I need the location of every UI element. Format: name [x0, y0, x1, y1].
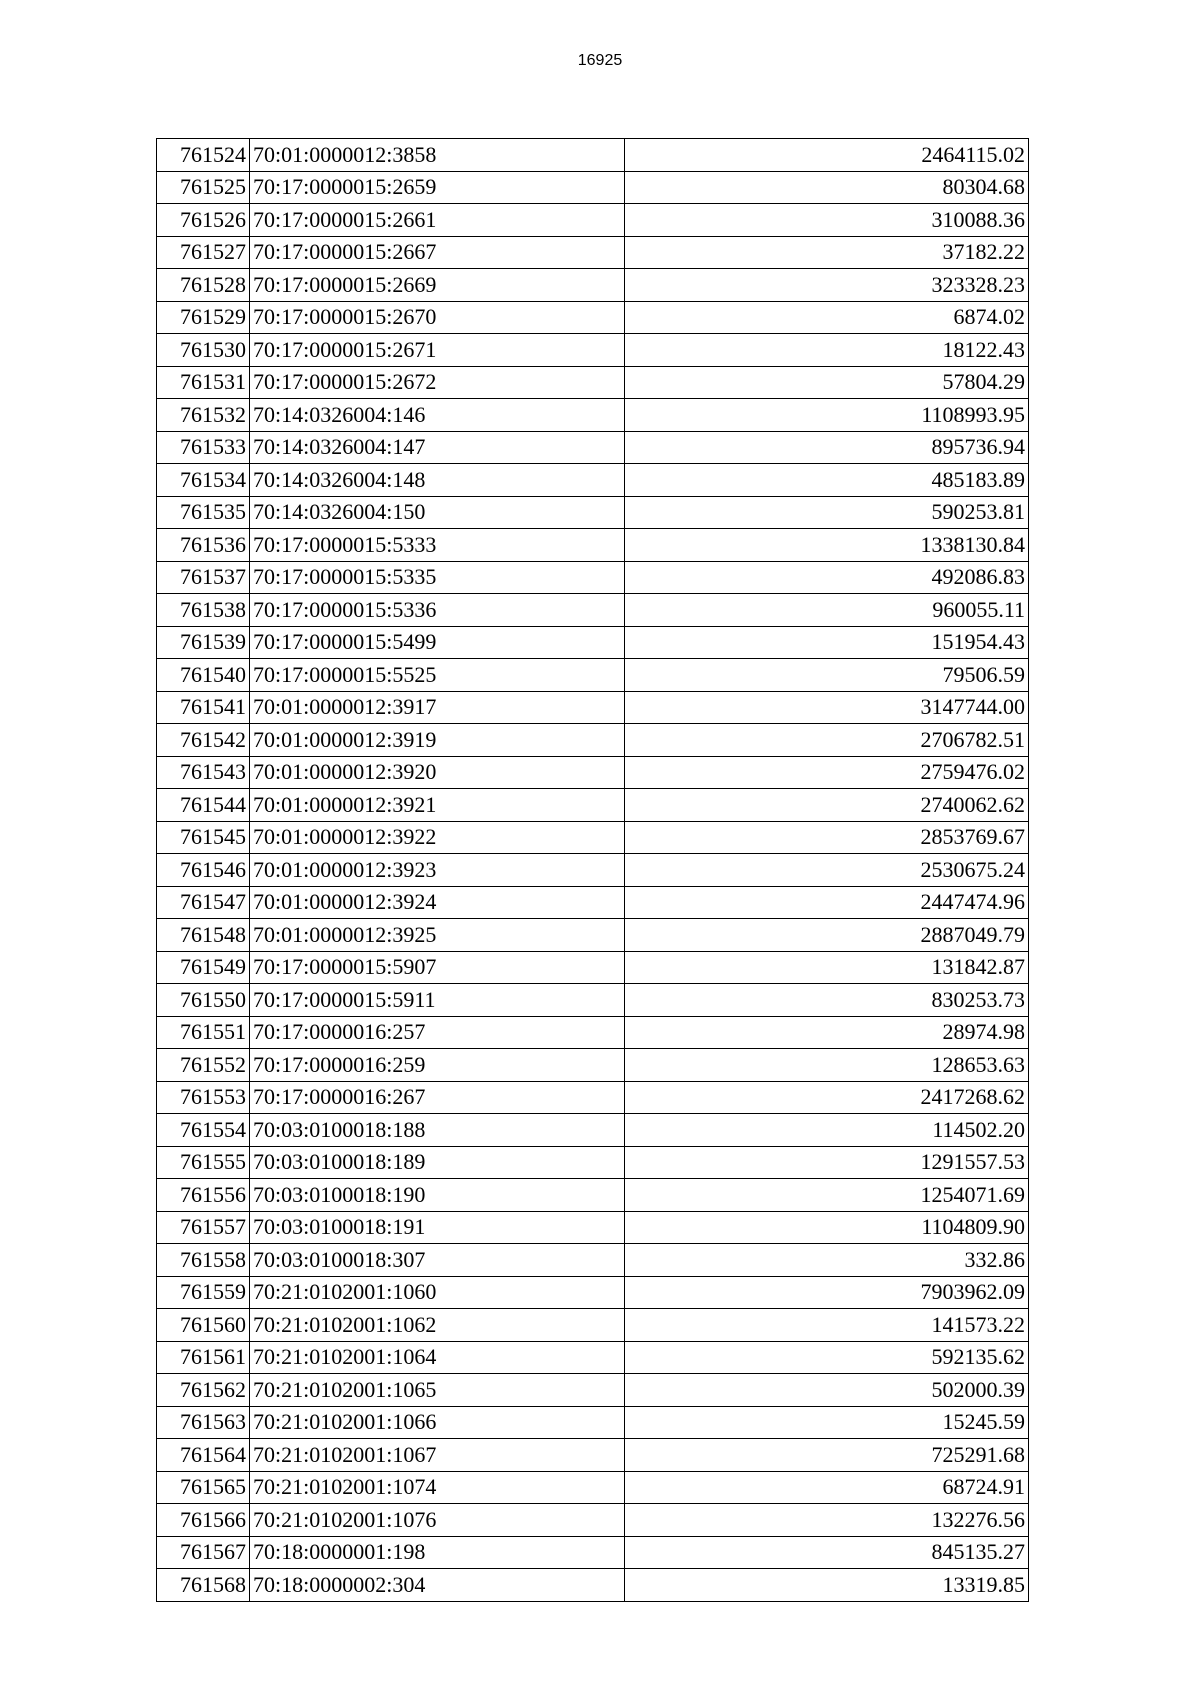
table-row — [157, 659, 1029, 692]
cadastral-number-cell: 70:01:0000012:3919 — [250, 724, 625, 757]
table-row — [157, 561, 1029, 594]
table-row — [157, 366, 1029, 399]
table-row — [157, 1016, 1029, 1049]
registry-table — [156, 138, 1029, 1602]
row-id-cell: 761529 — [157, 301, 250, 334]
table-row — [157, 1211, 1029, 1244]
value-cell: 895736.94 — [625, 431, 1029, 464]
row-id-cell: 761554 — [157, 1114, 250, 1147]
table-row — [157, 171, 1029, 204]
cadastral-number-cell: 70:17:0000015:2661 — [250, 204, 625, 237]
row-id-cell: 761559 — [157, 1276, 250, 1309]
row-id-cell: 761550 — [157, 984, 250, 1017]
value-cell: 151954.43 — [625, 626, 1029, 659]
table-row — [157, 756, 1029, 789]
row-id-cell: 761540 — [157, 659, 250, 692]
value-cell: 131842.87 — [625, 951, 1029, 984]
row-id-cell: 761527 — [157, 236, 250, 269]
value-cell: 2740062.62 — [625, 789, 1029, 822]
table-row — [157, 269, 1029, 302]
table-row — [157, 1536, 1029, 1569]
table-row — [157, 334, 1029, 367]
table-row — [157, 1406, 1029, 1439]
value-cell: 114502.20 — [625, 1114, 1029, 1147]
cadastral-number-cell: 70:21:0102001:1064 — [250, 1341, 625, 1374]
table-row — [157, 1081, 1029, 1114]
row-id-cell: 761538 — [157, 594, 250, 627]
value-cell: 1108993.95 — [625, 399, 1029, 432]
table-row — [157, 431, 1029, 464]
cadastral-number-cell: 70:14:0326004:146 — [250, 399, 625, 432]
value-cell: 3147744.00 — [625, 691, 1029, 724]
table-row — [157, 1309, 1029, 1342]
cadastral-number-cell: 70:17:0000015:2671 — [250, 334, 625, 367]
value-cell: 15245.59 — [625, 1406, 1029, 1439]
table-row — [157, 1179, 1029, 1212]
row-id-cell: 761568 — [157, 1569, 250, 1602]
value-cell: 7903962.09 — [625, 1276, 1029, 1309]
cadastral-number-cell: 70:17:0000015:5911 — [250, 984, 625, 1017]
cadastral-number-cell: 70:17:0000015:2672 — [250, 366, 625, 399]
row-id-cell: 761547 — [157, 886, 250, 919]
table-row — [157, 626, 1029, 659]
row-id-cell: 761551 — [157, 1016, 250, 1049]
cadastral-number-cell: 70:01:0000012:3858 — [250, 139, 625, 172]
row-id-cell: 761552 — [157, 1049, 250, 1082]
cadastral-number-cell: 70:01:0000012:3922 — [250, 821, 625, 854]
table-row — [157, 236, 1029, 269]
table-row — [157, 464, 1029, 497]
cadastral-number-cell: 70:17:0000015:5907 — [250, 951, 625, 984]
cadastral-number-cell: 70:01:0000012:3917 — [250, 691, 625, 724]
row-id-cell: 761560 — [157, 1309, 250, 1342]
table-row — [157, 854, 1029, 887]
cadastral-number-cell: 70:17:0000015:2659 — [250, 171, 625, 204]
row-id-cell: 761546 — [157, 854, 250, 887]
cadastral-number-cell: 70:03:0100018:188 — [250, 1114, 625, 1147]
cadastral-number-cell: 70:17:0000015:2670 — [250, 301, 625, 334]
row-id-cell: 761562 — [157, 1374, 250, 1407]
value-cell: 1338130.84 — [625, 529, 1029, 562]
table-row — [157, 1341, 1029, 1374]
cadastral-number-cell: 70:17:0000016:257 — [250, 1016, 625, 1049]
value-cell: 332.86 — [625, 1244, 1029, 1277]
row-id-cell: 761545 — [157, 821, 250, 854]
cadastral-number-cell: 70:14:0326004:150 — [250, 496, 625, 529]
row-id-cell: 761524 — [157, 139, 250, 172]
row-id-cell: 761553 — [157, 1081, 250, 1114]
cadastral-number-cell: 70:21:0102001:1060 — [250, 1276, 625, 1309]
table-row — [157, 594, 1029, 627]
cadastral-number-cell: 70:21:0102001:1074 — [250, 1471, 625, 1504]
cadastral-number-cell: 70:17:0000015:2667 — [250, 236, 625, 269]
value-cell: 37182.22 — [625, 236, 1029, 269]
row-id-cell: 761544 — [157, 789, 250, 822]
value-cell: 132276.56 — [625, 1504, 1029, 1537]
row-id-cell: 761541 — [157, 691, 250, 724]
row-id-cell: 761557 — [157, 1211, 250, 1244]
value-cell: 2759476.02 — [625, 756, 1029, 789]
row-id-cell: 761561 — [157, 1341, 250, 1374]
table-row — [157, 821, 1029, 854]
cadastral-number-cell: 70:17:0000016:259 — [250, 1049, 625, 1082]
cadastral-number-cell: 70:01:0000012:3920 — [250, 756, 625, 789]
value-cell: 18122.43 — [625, 334, 1029, 367]
table-row — [157, 919, 1029, 952]
table-row — [157, 1569, 1029, 1602]
row-id-cell: 761526 — [157, 204, 250, 237]
cadastral-number-cell: 70:01:0000012:3924 — [250, 886, 625, 919]
row-id-cell: 761542 — [157, 724, 250, 757]
row-id-cell: 761533 — [157, 431, 250, 464]
row-id-cell: 761535 — [157, 496, 250, 529]
table-row — [157, 789, 1029, 822]
value-cell: 502000.39 — [625, 1374, 1029, 1407]
cadastral-number-cell: 70:14:0326004:147 — [250, 431, 625, 464]
value-cell: 1104809.90 — [625, 1211, 1029, 1244]
value-cell: 2706782.51 — [625, 724, 1029, 757]
table-row — [157, 1439, 1029, 1472]
table-row — [157, 399, 1029, 432]
table-row — [157, 724, 1029, 757]
cadastral-number-cell: 70:03:0100018:191 — [250, 1211, 625, 1244]
cadastral-number-cell: 70:01:0000012:3923 — [250, 854, 625, 887]
cadastral-number-cell: 70:01:0000012:3925 — [250, 919, 625, 952]
registry-table-body — [157, 139, 1029, 1602]
row-id-cell: 761548 — [157, 919, 250, 952]
table-row — [157, 1374, 1029, 1407]
row-id-cell: 761566 — [157, 1504, 250, 1537]
cadastral-number-cell: 70:17:0000015:5336 — [250, 594, 625, 627]
value-cell: 68724.91 — [625, 1471, 1029, 1504]
table-row — [157, 529, 1029, 562]
cadastral-number-cell: 70:17:0000015:5525 — [250, 659, 625, 692]
value-cell: 2530675.24 — [625, 854, 1029, 887]
value-cell: 830253.73 — [625, 984, 1029, 1017]
value-cell: 310088.36 — [625, 204, 1029, 237]
cadastral-number-cell: 70:17:0000015:5499 — [250, 626, 625, 659]
value-cell: 845135.27 — [625, 1536, 1029, 1569]
value-cell: 1291557.53 — [625, 1146, 1029, 1179]
cadastral-number-cell: 70:21:0102001:1065 — [250, 1374, 625, 1407]
row-id-cell: 761528 — [157, 269, 250, 302]
row-id-cell: 761530 — [157, 334, 250, 367]
cadastral-number-cell: 70:18:0000001:198 — [250, 1536, 625, 1569]
cadastral-number-cell: 70:03:0100018:307 — [250, 1244, 625, 1277]
value-cell: 2417268.62 — [625, 1081, 1029, 1114]
cadastral-number-cell: 70:17:0000016:267 — [250, 1081, 625, 1114]
table-row — [157, 1244, 1029, 1277]
value-cell: 128653.63 — [625, 1049, 1029, 1082]
table-row — [157, 301, 1029, 334]
table-row — [157, 1146, 1029, 1179]
row-id-cell: 761543 — [157, 756, 250, 789]
row-id-cell: 761537 — [157, 561, 250, 594]
value-cell: 592135.62 — [625, 1341, 1029, 1374]
value-cell: 80304.68 — [625, 171, 1029, 204]
cadastral-number-cell: 70:14:0326004:148 — [250, 464, 625, 497]
row-id-cell: 761536 — [157, 529, 250, 562]
row-id-cell: 761558 — [157, 1244, 250, 1277]
row-id-cell: 761549 — [157, 951, 250, 984]
row-id-cell: 761564 — [157, 1439, 250, 1472]
value-cell: 1254071.69 — [625, 1179, 1029, 1212]
table-row — [157, 139, 1029, 172]
cadastral-number-cell: 70:17:0000015:5333 — [250, 529, 625, 562]
value-cell: 725291.68 — [625, 1439, 1029, 1472]
row-id-cell: 761539 — [157, 626, 250, 659]
cadastral-number-cell: 70:21:0102001:1067 — [250, 1439, 625, 1472]
table-row — [157, 691, 1029, 724]
cadastral-number-cell: 70:18:0000002:304 — [250, 1569, 625, 1602]
page-number: 16925 — [577, 52, 623, 69]
cadastral-number-cell: 70:01:0000012:3921 — [250, 789, 625, 822]
table-row — [157, 496, 1029, 529]
value-cell: 141573.22 — [625, 1309, 1029, 1342]
row-id-cell: 761531 — [157, 366, 250, 399]
value-cell: 6874.02 — [625, 301, 1029, 334]
table-row — [157, 1114, 1029, 1147]
value-cell: 2887049.79 — [625, 919, 1029, 952]
table-row — [157, 204, 1029, 237]
value-cell: 57804.29 — [625, 366, 1029, 399]
cadastral-number-cell: 70:17:0000015:2669 — [250, 269, 625, 302]
cadastral-number-cell: 70:21:0102001:1076 — [250, 1504, 625, 1537]
row-id-cell: 761556 — [157, 1179, 250, 1212]
row-id-cell: 761563 — [157, 1406, 250, 1439]
cadastral-number-cell: 70:21:0102001:1062 — [250, 1309, 625, 1342]
row-id-cell: 761567 — [157, 1536, 250, 1569]
table-row — [157, 1276, 1029, 1309]
value-cell: 13319.85 — [625, 1569, 1029, 1602]
table-row — [157, 886, 1029, 919]
row-id-cell: 761565 — [157, 1471, 250, 1504]
row-id-cell: 761534 — [157, 464, 250, 497]
cadastral-number-cell: 70:03:0100018:189 — [250, 1146, 625, 1179]
value-cell: 28974.98 — [625, 1016, 1029, 1049]
value-cell: 492086.83 — [625, 561, 1029, 594]
cadastral-number-cell: 70:17:0000015:5335 — [250, 561, 625, 594]
value-cell: 323328.23 — [625, 269, 1029, 302]
table-row — [157, 951, 1029, 984]
cadastral-number-cell: 70:21:0102001:1066 — [250, 1406, 625, 1439]
row-id-cell: 761555 — [157, 1146, 250, 1179]
table-row — [157, 984, 1029, 1017]
table-row — [157, 1471, 1029, 1504]
table-row — [157, 1504, 1029, 1537]
value-cell: 590253.81 — [625, 496, 1029, 529]
value-cell: 485183.89 — [625, 464, 1029, 497]
value-cell: 960055.11 — [625, 594, 1029, 627]
cadastral-number-cell: 70:03:0100018:190 — [250, 1179, 625, 1212]
value-cell: 2447474.96 — [625, 886, 1029, 919]
value-cell: 2853769.67 — [625, 821, 1029, 854]
row-id-cell: 761532 — [157, 399, 250, 432]
value-cell: 79506.59 — [625, 659, 1029, 692]
value-cell: 2464115.02 — [625, 139, 1029, 172]
table-row — [157, 1049, 1029, 1082]
row-id-cell: 761525 — [157, 171, 250, 204]
